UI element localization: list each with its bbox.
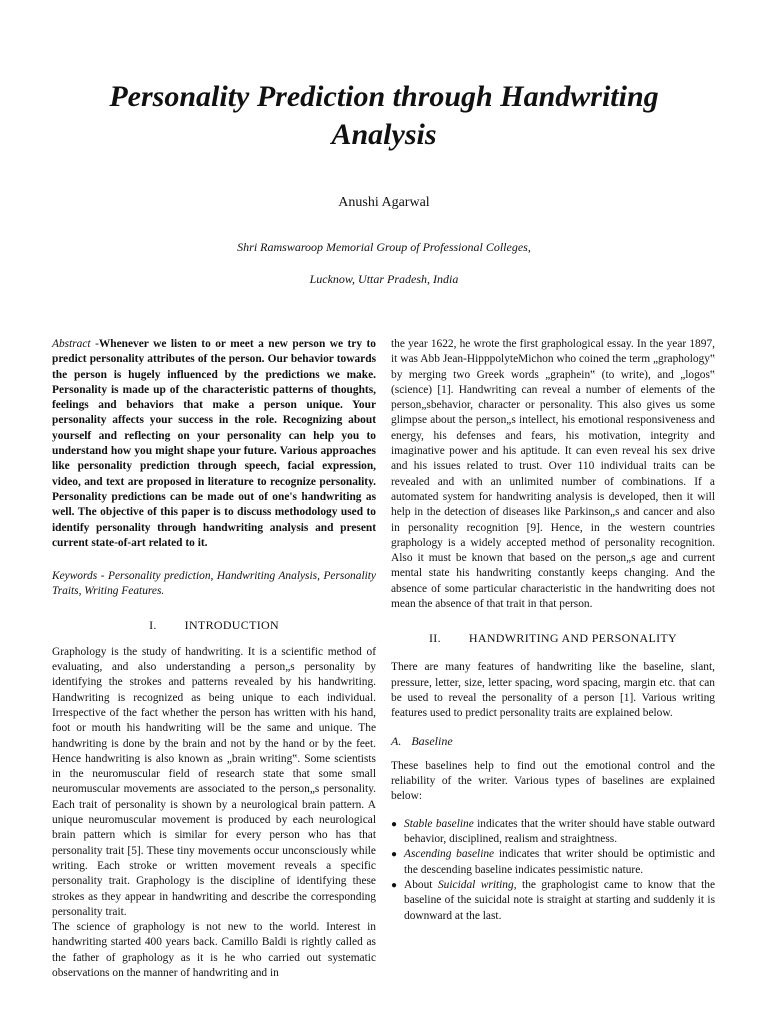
left-column: [52, 337, 376, 981]
section-number: II.: [429, 631, 441, 646]
abstract: [52, 337, 376, 551]
bullet-term: Stable baseline: [404, 817, 474, 830]
keywords-text: Personality prediction, Handwriting Analysis, Personality Traits, Writing Features.: [52, 570, 376, 598]
section-number: I.: [149, 617, 157, 632]
section-title: HANDWRITING AND PERSONALITY: [468, 631, 677, 646]
bullet-text: indicates that the writer should have stable outward behavior, disciplined, realism and straightness.: [404, 817, 715, 846]
bullet-lead: About: [404, 878, 438, 891]
list-item: [391, 847, 715, 878]
bullet-term: Suicidal writing: [437, 878, 514, 891]
list-item: [391, 817, 715, 848]
section-heading-introduction: [52, 617, 376, 633]
section-title: INTRODUCTION: [184, 617, 279, 632]
right-column: [391, 337, 715, 924]
baseline-paragraph: These baselines help to find out the emotional control and the reliability of the writer. Various types of baselines are explained below:: [391, 759, 715, 803]
intro-paragraph-1: Graphology is the study of handwriting. It is a scientific method of evaluating, and also understanding a person„s personality by identifying the strokes and patterns revealed by his handwriting. Handwriting is recognized as being unique to each individual. Irrespective of the fact whether the person has written with his hand, foot or mouth his handwriting will be the same and unique. The handwriting is done by the brain and not by the hand or by the feet. Hence handwriting is also known as „brain writing‟. Some scientists in the neuromuscular field of research state that some small neuromuscular movements are associated to the person„s personality. Each trait of personality is shown by a neurological brain pattern. A unique neuromuscular movement is produced by each neurological brain pattern which is similar for every person who has that personality trait [5]. These tiny movements occur unconsciously while writing. Each stroke or written movement reveals a specific personality trait. Graphology is the discipline of identifying these strokes as they appear in handwriting and describe the corresponding personality trait.: [52, 645, 376, 918]
intro-paragraph-2-continued: the year 1622, he wrote the first graphological essay. In the year 1897, it was Abb Jean-HipppolyteMichon who coined the term „graphology‟ by merging two Greek words „graphein‟ (to write), and „logos‟ (science) [1]. Handwriting can reveal a number of elements of the person„sbehavior, character or personality. This also gives us some glimpse about the person„s intellect, his emotional responsiveness and energy, his defenses and fears, his motivation, integrity and imaginative power and his aptitude. It can even reveal his sex drive and his issues related to trust. Over 110 individual traits can be revealed and with an unlimited number of combinations. If a automated system for handwriting analysis is developed, then it will help in the detection of diseases like Parkinson„s and cancer and also in personality recognition [9]. Hence, in the western countries graphology is a widely accepted method of personality recognition. Also it must be known that based on the person„s age and current mental state his handwriting constantly keeps changing. And the absence of some particular characteristic in the handwriting does not mean the absence of that trait in that person.: [391, 338, 715, 611]
affiliation-line-2: Lucknow, Uttar Pradesh, India: [309, 272, 459, 286]
list-item: [391, 878, 715, 924]
keywords-label: Keywords -: [52, 570, 105, 583]
subsection-title: Baseline: [411, 733, 453, 748]
bullet-text: indicates that writer should be optimistic and the descending baseline indicates pessimistic nature.: [404, 848, 715, 876]
bullet-term: Ascending baseline: [404, 848, 495, 861]
keywords: [52, 569, 376, 600]
section-heading-handwriting-and-personality: [391, 630, 715, 646]
bullet-text: , the graphologist came to know that the baseline of the suicidal note is straight at starting and suddenly it is downward at the last.: [404, 878, 716, 922]
author-name: Anushi Agarwal: [338, 195, 430, 210]
bullet-icon: ●: [391, 879, 398, 891]
intro-paragraph-2: The science of graphology is not new to the world. Interest in handwriting started 400 years back. Camillo Baldi is rightly called as the father of graphology as it is he who carried out systematic observations on the manner of handwriting and in: [52, 921, 376, 979]
abstract-text: Whenever we listen to or meet a new person we try to predict personality attributes of the person. Our behavior towards the person is hugely influenced by the predictions we make. Personality is made up of the characteristic patterns of thoughts, feelings and behaviors that make a person unique. Your personality affects your success in the role. Recognizing about yourself and reflecting on your personality can help you to understand how you might shape your future. Various approaches like personality prediction through speech, facial expression, video, and text are proposed in literature to recognize personality. Personality predictions can be made out of one's handwriting as well. The objective of this paper is to discuss methodology used to identify personality through handwriting analysis and present current state-of-art related to it.: [52, 338, 376, 549]
bullet-icon: ●: [391, 818, 398, 830]
section-2-paragraph-1: There are many features of handwriting like the baseline, slant, pressure, letter, size, letter spacing, word spacing, margin etc. that can be used to reveal the personality of a person [1]. Various writing features used to predict personality traits are explained below.: [391, 661, 715, 720]
bullet-icon: ●: [391, 849, 398, 861]
affiliation-line-1: Shri Ramswaroop Memorial Group of Professional Colleges,: [237, 240, 531, 254]
subsection-number: A.: [391, 733, 402, 748]
baseline-types-list: [391, 817, 715, 924]
subsection-heading-baseline: [391, 734, 715, 749]
paper-title: Personality Prediction through Handwriting Analysis: [109, 80, 659, 151]
abstract-label: Abstract -: [52, 338, 99, 350]
